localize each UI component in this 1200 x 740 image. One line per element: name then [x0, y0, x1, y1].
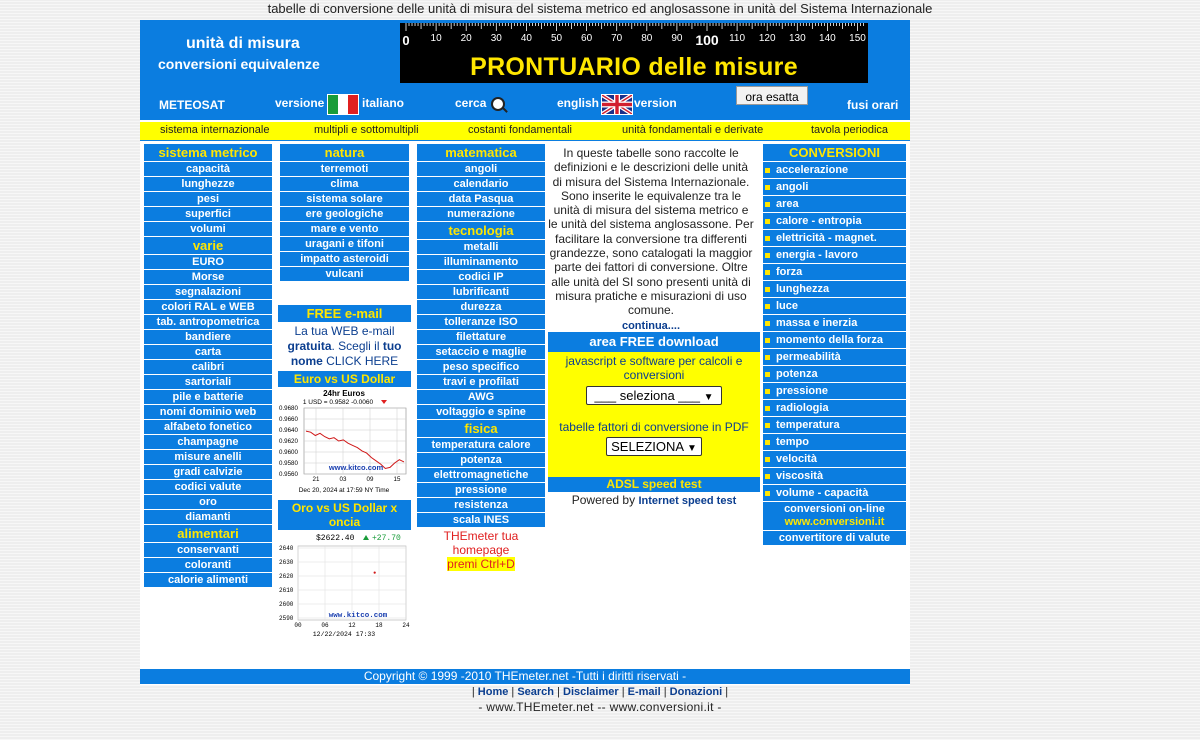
page-caption: tabelle di conversione delle unità di misura del sistema metrico ed anglosassone in unità del Sistema Internazionale — [267, 1, 933, 16]
gold-data-point — [374, 572, 376, 574]
italiano-link[interactable]: italiano — [362, 96, 405, 110]
software-select-value: ___ seleziona ___ — [594, 388, 700, 403]
gold-change: +27.70 — [372, 534, 401, 543]
menu-item[interactable]: alfabeto fonetico — [144, 420, 272, 434]
ruler-number: 90 — [671, 33, 683, 44]
conversioni-item-label: massa e inerzia — [776, 317, 858, 329]
conversioni-item-label: temperatura — [776, 419, 840, 431]
footer-sites: - www.THEmeter.net -- www.conversioni.it - — [478, 700, 722, 714]
bullet-square-icon — [765, 270, 770, 275]
y-tick-label: 2630 — [279, 559, 294, 566]
continua-link[interactable]: continua.... — [621, 319, 681, 332]
ruler-ticks — [400, 23, 868, 31]
x-tick-label: 03 — [339, 476, 347, 483]
bullet-square-icon — [765, 457, 770, 462]
conversioni-item-label: momento della forza — [776, 334, 883, 346]
footer-link[interactable]: Disclaimer — [563, 686, 619, 698]
speed-test-link[interactable]: Internet speed test — [638, 495, 737, 507]
conversioni-item[interactable] — [763, 298, 906, 314]
conversioni-item[interactable] — [763, 468, 906, 484]
brand-title[interactable]: unità di misura — [186, 35, 300, 52]
ruler-number: 100 — [695, 32, 719, 48]
chart-date: Dec 20, 2024 at 17:59 NY Time — [298, 487, 390, 494]
menu-item[interactable]: misure anelli — [144, 450, 272, 464]
meteosat-link[interactable]: METEOSAT — [159, 98, 225, 112]
menu-item[interactable]: scala INES — [417, 513, 545, 527]
conversioni-item[interactable] — [763, 366, 906, 382]
column-metrico — [144, 144, 272, 588]
heading-tecnologia[interactable]: tecnologia — [417, 222, 545, 239]
chevron-down-icon: ▼ — [686, 443, 697, 454]
menu-item[interactable]: volumi — [144, 222, 272, 236]
euro-chart[interactable] — [278, 388, 411, 498]
conversioni-item-label: volume - capacità — [776, 487, 869, 499]
bullet-square-icon — [765, 236, 770, 241]
gold-chart-box — [278, 500, 411, 640]
themeter-homepage[interactable] — [417, 529, 545, 571]
conversioni-item-label: area — [776, 198, 799, 210]
menu-item[interactable]: calorie alimenti — [144, 573, 272, 587]
nav-unita-fondamentali[interactable]: unità fondamentali e derivate — [622, 124, 764, 136]
ruler-number: 130 — [788, 33, 806, 44]
footer-links — [0, 686, 1200, 698]
free-email-text-1: La tua WEB e-mail — [294, 324, 395, 338]
conversioni-online-link[interactable] — [763, 502, 906, 530]
column-conversioni — [763, 144, 906, 546]
conversioni-item[interactable] — [763, 230, 906, 246]
powered-by — [548, 493, 760, 507]
ruler-number: 50 — [550, 33, 563, 44]
conversioni-item-label: elettricità - magnet. — [776, 232, 877, 244]
ruler-numbers — [400, 33, 868, 47]
menu-item[interactable]: superfici — [144, 207, 272, 221]
conversioni-item-label: forza — [776, 266, 803, 278]
conversioni-item-label: energia - lavoro — [776, 249, 858, 261]
menu-item[interactable]: travi e profilati — [417, 375, 545, 389]
heading-fisica[interactable]: fisica — [417, 420, 545, 437]
adsl-box — [548, 477, 760, 507]
themeter-text-3: premi Ctrl+D — [447, 557, 515, 571]
conversioni-online-url: www.conversioni.it — [784, 516, 885, 528]
euro-title[interactable]: Euro vs US Dollar — [278, 371, 411, 387]
menu-item[interactable]: filettature — [417, 330, 545, 344]
menu-item[interactable]: AWG — [417, 390, 545, 404]
ruler-title: PRONTUARIO delle misure — [470, 53, 798, 81]
separator: | — [508, 686, 518, 698]
gold-chart[interactable] — [278, 532, 411, 640]
menu-item[interactable]: calendario — [417, 177, 545, 191]
conversioni-item[interactable] — [763, 434, 906, 450]
menu-item[interactable]: terremoti — [280, 162, 409, 176]
chevron-down-icon: ▼ — [703, 392, 714, 403]
separator: | — [660, 686, 670, 698]
menu-item[interactable]: Morse — [144, 270, 272, 284]
ruler-number: 30 — [490, 33, 502, 44]
intro-text-block — [548, 146, 754, 333]
separator: | — [722, 686, 729, 698]
bullet-square-icon — [765, 355, 770, 360]
software-select[interactable] — [586, 386, 722, 405]
x-tick-label: 12 — [348, 622, 356, 629]
italian-flag-icon[interactable] — [327, 94, 359, 115]
download-title[interactable]: area FREE download — [548, 332, 760, 352]
free-email-text-4: tuo — [382, 339, 402, 353]
menu-item[interactable]: vulcani — [280, 267, 409, 281]
menu-item[interactable]: angoli — [417, 162, 545, 176]
y-tick-label: 0.9600 — [279, 449, 298, 456]
y-tick-label: 0.9560 — [279, 471, 298, 478]
free-email-text-2: gratuita — [287, 339, 332, 353]
free-email-text[interactable] — [278, 324, 411, 369]
download-text: javascript e software per calcoli e conversioni — [565, 354, 743, 382]
conversioni-item[interactable] — [763, 281, 906, 297]
menu-item[interactable]: resistenza — [417, 498, 545, 512]
bullet-square-icon — [765, 304, 770, 309]
menu-item[interactable]: clima — [280, 177, 409, 191]
footer-link[interactable]: Donazioni — [669, 686, 723, 698]
footer-link[interactable]: Search — [517, 686, 555, 698]
conversioni-item[interactable] — [763, 315, 906, 331]
free-email-text-3: . Scegli il — [331, 339, 383, 353]
ruler-banner[interactable] — [400, 23, 868, 83]
cerca-link[interactable]: cerca — [455, 96, 487, 110]
menu-item[interactable]: tolleranze ISO — [417, 315, 545, 329]
fusi-orari-link[interactable]: fusi orari — [847, 98, 899, 112]
menu-item[interactable]: codici IP — [417, 270, 545, 284]
heading-conversioni[interactable]: CONVERSIONI — [763, 144, 906, 161]
ruler-number: 20 — [460, 33, 472, 44]
menu-item[interactable]: champagne — [144, 435, 272, 449]
y-tick-label: 0.9680 — [279, 405, 298, 412]
bullet-square-icon — [765, 202, 770, 207]
search-icon[interactable] — [491, 97, 505, 111]
menu-item[interactable]: pile e batterie — [144, 390, 272, 404]
menu-item[interactable]: coloranti — [144, 558, 272, 572]
menu-item[interactable]: capacità — [144, 162, 272, 176]
menu-item[interactable]: impatto asteroidi — [280, 252, 409, 266]
menu-item[interactable]: mare e vento — [280, 222, 409, 236]
x-tick-label: 15 — [393, 476, 401, 483]
bullet-square-icon — [765, 406, 770, 411]
conversioni-item-label: lunghezza — [776, 283, 830, 295]
menu-item[interactable]: setaccio e maglie — [417, 345, 545, 359]
heading-sistema-metrico[interactable]: sistema metrico — [144, 144, 272, 161]
conversioni-item[interactable] — [763, 417, 906, 433]
conversioni-item[interactable] — [763, 162, 906, 178]
bullet-square-icon — [765, 338, 770, 343]
heading-alimentari[interactable]: alimentari — [144, 525, 272, 542]
menu-item[interactable]: pressione — [417, 483, 545, 497]
chart-title: 24hr Euros — [323, 389, 365, 398]
ruler-number: 70 — [611, 33, 623, 44]
ruler-number: 80 — [641, 33, 653, 44]
chart-subtitle: 1 USD = 0.9582 -0.0060 — [302, 399, 374, 406]
bullet-square-icon — [765, 423, 770, 428]
column-natura — [280, 144, 409, 282]
menu-item[interactable]: potenza — [417, 453, 545, 467]
copyright-bar: Copyright © 1999 -2010 THEmeter.net -Tutti i diritti riservati - — [140, 669, 910, 684]
y-tick-label: 0.9620 — [279, 438, 298, 445]
bullet-square-icon — [765, 372, 770, 377]
x-tick-label: 06 — [321, 622, 329, 629]
x-tick-label: 24 — [402, 622, 410, 629]
bullet-square-icon — [765, 321, 770, 326]
conversioni-item[interactable] — [763, 400, 906, 416]
menu-item[interactable]: codici valute — [144, 480, 272, 494]
menu-item[interactable]: uragani e tifoni — [280, 237, 409, 251]
conversioni-item[interactable] — [763, 451, 906, 467]
conversioni-item-label: accelerazione — [776, 164, 849, 176]
ruler-number: 40 — [520, 33, 532, 44]
bullet-square-icon — [765, 474, 770, 479]
bullet-square-icon — [765, 219, 770, 224]
bullet-square-icon — [765, 185, 770, 190]
conversioni-item-label: calore - entropia — [776, 215, 862, 227]
conversioni-item-label: pressione — [776, 385, 828, 397]
conversioni-item[interactable] — [763, 332, 906, 348]
top-nav — [140, 122, 910, 141]
conversioni-item[interactable] — [763, 196, 906, 212]
ruler-number: 150 — [849, 33, 866, 44]
conversioni-item[interactable] — [763, 383, 906, 399]
bullet-square-icon — [765, 253, 770, 258]
free-email-box — [278, 305, 411, 369]
conversioni-item[interactable] — [763, 349, 906, 365]
download-box — [548, 332, 760, 477]
menu-item[interactable]: peso specifico — [417, 360, 545, 374]
gold-title[interactable]: Oro vs US Dollar x oncia — [278, 500, 411, 530]
heading-natura[interactable]: natura — [280, 144, 409, 161]
y-tick-label: 2620 — [279, 573, 294, 580]
conversioni-item-label: angoli — [776, 181, 809, 193]
conversioni-item-label: radiologia — [776, 402, 829, 414]
ruler-number: 110 — [729, 33, 746, 44]
ruler-number: 140 — [819, 33, 836, 44]
menu-item[interactable]: EURO — [144, 255, 272, 269]
version-link[interactable]: version — [634, 96, 677, 110]
conversioni-item-label: permeabilità — [776, 351, 841, 363]
menu-item[interactable]: pesi — [144, 192, 272, 206]
menu-item[interactable]: durezza — [417, 300, 545, 314]
conversioni-item[interactable] — [763, 264, 906, 280]
menu-item[interactable]: ere geologiche — [280, 207, 409, 221]
x-tick-label: 00 — [294, 622, 302, 629]
y-tick-label: 2600 — [279, 601, 294, 608]
convertitore-valute-link[interactable]: convertitore di valute — [763, 531, 906, 545]
menu-item[interactable]: illuminamento — [417, 255, 545, 269]
menu-item[interactable]: lunghezze — [144, 177, 272, 191]
free-email-text-6: CLICK HERE — [322, 354, 399, 368]
powered-by-label: Powered by — [571, 493, 639, 507]
footer-link[interactable]: Home — [477, 686, 509, 698]
menu-item[interactable]: diamanti — [144, 510, 272, 524]
conversioni-item-label: velocità — [776, 453, 817, 465]
pdf-select[interactable] — [606, 437, 702, 456]
intro-text: In queste tabelle sono raccolte le definizioni e le descrizioni delle unità di misura del Sistema Internazionale. Sono inserite le equivalenze tra le unità di misura del sistema metrico e le unità del sistema anglosassone. Per facilitare la conversione tra differenti grandezze, sono catalogati la maggior parte dei fattori di conversione. Oltre alle unità del SI sono presenti unità di misura pratiche e misurazioni di uso comune. — [548, 146, 754, 318]
y-tick-label: 2610 — [279, 587, 294, 594]
conversioni-item-label: tempo — [776, 436, 809, 448]
bullet-square-icon — [765, 168, 770, 173]
gold-price: $2622.40 — [316, 534, 355, 543]
y-tick-label: 0.9660 — [279, 416, 298, 423]
conversioni-item-label: potenza — [776, 368, 818, 380]
footer-link[interactable]: E-mail — [627, 686, 661, 698]
nav-sistema-internazionale[interactable]: sistema internazionale — [160, 124, 270, 136]
conversioni-item-label: luce — [776, 300, 799, 312]
bullet-square-icon — [765, 491, 770, 496]
pdf-text: tabelle fattori di conversione in PDF — [559, 420, 749, 434]
brand-subtitle[interactable]: conversioni equivalenze — [158, 56, 320, 72]
english-link[interactable]: english — [557, 96, 600, 110]
ruler-number: 0 — [402, 33, 410, 48]
themeter-text-2: homepage — [452, 543, 510, 557]
page-container — [140, 20, 910, 685]
menu-item[interactable]: tab. antropometrica — [144, 315, 272, 329]
uk-flag-icon[interactable] — [601, 94, 633, 115]
header — [140, 20, 910, 120]
nav-tavola-periodica[interactable]: tavola periodica — [811, 124, 889, 136]
menu-item[interactable]: gradi calvizie — [144, 465, 272, 479]
nav-multipli[interactable]: multipli e sottomultipli — [314, 124, 419, 136]
menu-item[interactable]: sistema solare — [280, 192, 409, 206]
conversioni-item[interactable] — [763, 213, 906, 229]
bullet-square-icon — [765, 287, 770, 292]
conversioni-item-label: viscosità — [776, 470, 824, 482]
chart-date: 12/22/2024 17:33 — [312, 631, 376, 638]
free-email-title[interactable]: FREE e-mail — [278, 305, 411, 322]
menu-item[interactable]: colori RAL e WEB — [144, 300, 272, 314]
euro-chart-box — [278, 371, 411, 498]
menu-item[interactable]: conservanti — [144, 543, 272, 557]
chart-brand: www.kitco.com — [328, 463, 384, 472]
themeter-text-1: THEmeter tua — [443, 529, 519, 543]
x-tick-label: 18 — [375, 622, 383, 629]
conversioni-list — [763, 162, 906, 501]
pdf-select-value: SELEZIONA — [611, 439, 684, 454]
menu-item[interactable]: numerazione — [417, 207, 545, 221]
ruler-number: 10 — [430, 33, 442, 44]
menu-item[interactable]: sartoriali — [144, 375, 272, 389]
ruler-number: 60 — [581, 33, 593, 44]
y-tick-label: 0.9640 — [279, 427, 298, 434]
conversioni-item[interactable] — [763, 179, 906, 195]
nav-costanti[interactable]: costanti fondamentali — [468, 124, 572, 136]
conversioni-item[interactable] — [763, 485, 906, 501]
conversioni-item[interactable] — [763, 247, 906, 263]
ruler-number: 120 — [758, 33, 776, 44]
y-tick-label: 0.9580 — [279, 460, 298, 467]
menu-item[interactable]: metalli — [417, 240, 545, 254]
separator: | — [618, 686, 628, 698]
chart-brand: www.kitco.com — [328, 612, 388, 620]
menu-item[interactable]: nomi dominio web — [144, 405, 272, 419]
y-tick-label: 2590 — [279, 615, 294, 622]
menu-item[interactable]: carta — [144, 345, 272, 359]
menu-item[interactable]: temperatura calore — [417, 438, 545, 452]
menu-item[interactable]: bandiere — [144, 330, 272, 344]
separator: | — [471, 686, 478, 698]
menu-item[interactable]: data Pasqua — [417, 192, 545, 206]
separator: | — [554, 686, 564, 698]
menu-item[interactable]: segnalazioni — [144, 285, 272, 299]
heading-matematica[interactable]: matematica — [417, 144, 545, 161]
menu-item[interactable]: calibri — [144, 360, 272, 374]
x-tick-label: 21 — [312, 476, 320, 483]
conversioni-online-label: conversioni on-line — [784, 503, 885, 515]
bullet-square-icon — [765, 389, 770, 394]
x-tick-label: 09 — [366, 476, 374, 483]
menu-item[interactable]: voltaggio e spine — [417, 405, 545, 419]
ora-esatta-button[interactable]: ora esatta — [736, 86, 808, 105]
menu-item[interactable]: oro — [144, 495, 272, 509]
column-matematica — [417, 144, 545, 571]
y-tick-label: 2640 — [279, 545, 294, 552]
adsl-title[interactable]: ADSL speed test — [548, 477, 760, 492]
bullet-square-icon — [765, 440, 770, 445]
menu-item[interactable]: lubrificanti — [417, 285, 545, 299]
heading-varie[interactable]: varie — [144, 237, 272, 254]
versione-label[interactable]: versione — [275, 96, 325, 110]
menu-item[interactable]: elettromagnetiche — [417, 468, 545, 482]
free-email-text-5: nome — [290, 354, 323, 368]
